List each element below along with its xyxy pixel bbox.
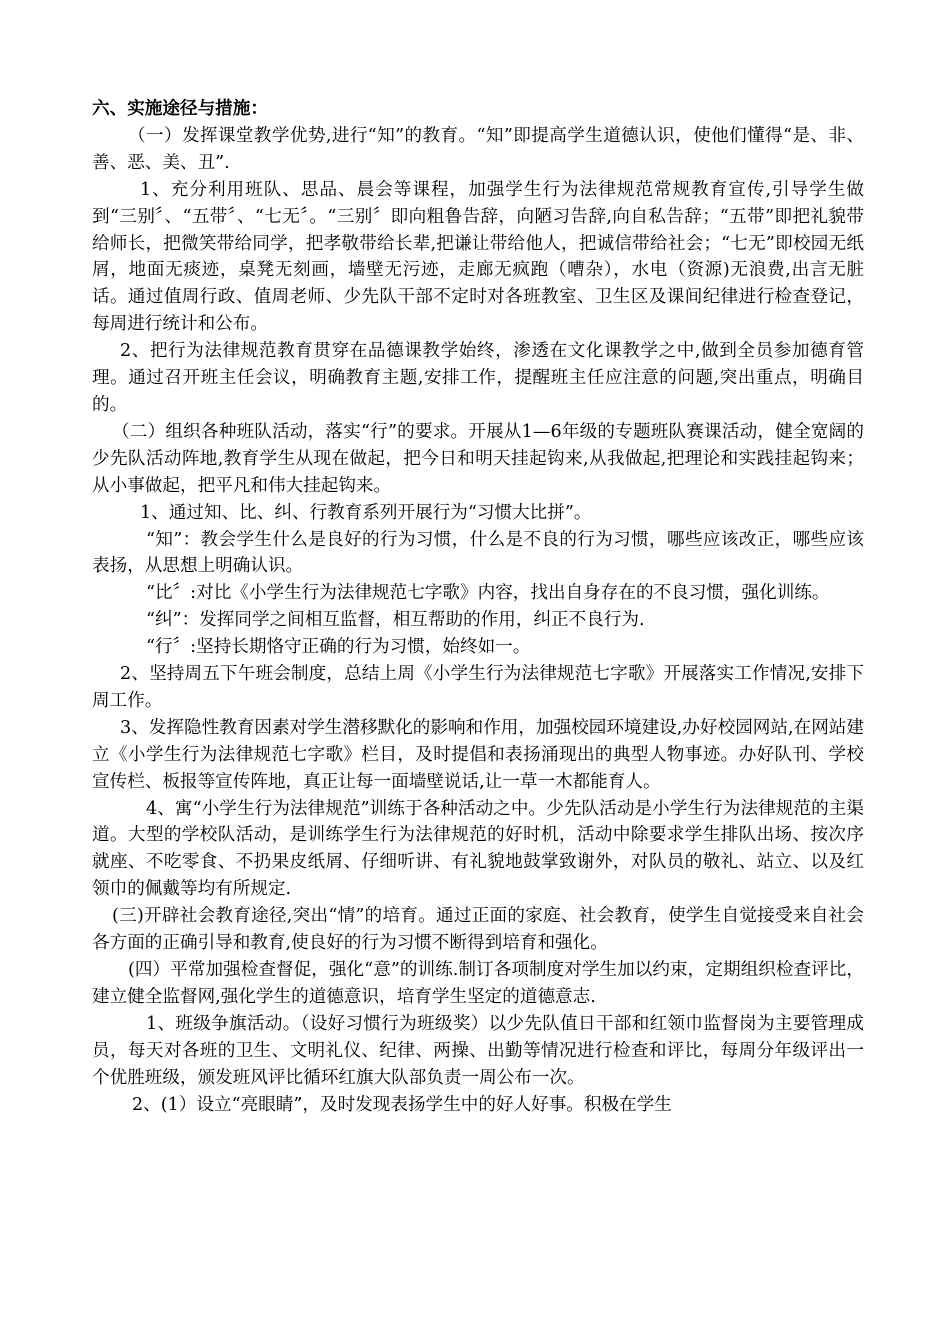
paragraph-13: (三)开辟社会教育途径,突出“情”的培育。通过正面的家庭、社会教育，使学生自觉接受来自社会各方面的正确引导和教育,使良好的行为习惯不断得到培育和强化。: [92, 906, 864, 954]
paragraph-10: 2、坚持周五下午班会制度，总结上周《小学生行为法律规范七字歌》开展落实工作情况,安排下周工作。: [92, 664, 864, 711]
paragraph-7: “比〞:对比《小学生行为法律规范七字歌》内容，找出自身存在的不良习惯，强化训练。: [146, 583, 830, 604]
paragraph-15: 1、班级争旗活动。（设好习惯行为班级奖）以少先队值日干部和红领巾监督岗为主要管理成员，每天对各班的卫生、文明礼仪、纪律、两操、出勤等情况进行检查和评比，每周分年级评出一个优胜班级，颁发班风评比循环红旗大队部负责一周公布一次。: [92, 1013, 864, 1088]
paragraph-12: 4、寓“小学生行为法律规范”训练于各种活动之中。少先队活动是小学生行为法律规范的主渠道。大型的学校队活动，是训练学生行为法律规范的好时机，活动中除要求学生排队出场、按次序就座、不吃零食、不扔果皮纸屑、仔细听讲、有礼貌地鼓掌致谢外，对队员的敬礼、站立、以及红领巾的佩戴等均有所规定.: [92, 798, 864, 900]
section-heading: 六、实施途径与措施：: [92, 99, 268, 119]
document-body: [92, 96, 864, 1118]
paragraph-3: 2、把行为法律规范教育贯穿在品德课教学始终，渗透在文化课教学之中,做到全员参加德育管理。通过召开班主任会议，明确教育主题,安排工作，提醒班主任应注意的问题,突出重点，明确目的。: [92, 341, 864, 415]
paragraph-2: 1、充分利用班队、思品、晨会等课程，加强学生行为法律规范常规教育宣传,引导学生做到“三别〞、“五带〞、“七无〞。“三别〞即向粗鲁告辞，向陋习告辞,向自私告辞；“五带”即把礼貌带给师长，把微笑带给同学，把孝敬带给长辈,把谦让带给他人，把诚信带给社会；“七无”即校园无纸屑，地面无痰迹，桌凳无刻画，墙壁无污迹，走廊无疯跑（嘈杂），水电（资源)无浪费,出言无脏话。通过值周行政、值周老师、少先队干部不定时对各班教室、卫生区及课间纪律进行检查登记，每周进行统计和公布。: [92, 179, 864, 335]
paragraph-14: (四）平常加强检查督促，强化“意”的训练.制订各项制度对学生加以约束，定期组织检查评比，建立健全监督网,强化学生的道德意识，培育学生坚定的道德意志.: [92, 960, 864, 1007]
paragraph-8: “纠”：发挥同学之间相互监督，相互帮助的作用，纠正不良行为.: [146, 610, 645, 631]
paragraph-4: （二）组织各种班队活动，落实“行”的要求。开展从1—6年级的专题班队赛课活动，健全宽阔的少先队活动阵地,教育学生从现在做起，把今日和明天挂起钩来,从我做起,把理论和实践挂起钩来；从小事做起，把平凡和伟大挂起钩来。: [92, 421, 864, 496]
paragraph-5: 1、通过知、比、纠、行教育系列开展行为“习惯大比拼”。: [140, 502, 592, 523]
paragraph-9: “行〞:坚持长期恪守正确的行为习惯，始终如一。: [146, 637, 531, 658]
paragraph-6: “知”：教会学生什么是良好的行为习惯，什么是不良的行为习惯，哪些应该改正，哪些应该表扬，从思想上明确认识。: [92, 529, 864, 577]
paragraph-11: 3、发挥隐性教育因素对学生潜移默化的影响和作用，加强校园环境建设,办好校园网站,在网站建立《小学生行为法律规范七字歌》栏目，及时提倡和表扬涌现出的典型人物事迹。办好队刊、学校宣传栏、板报等宣传阵地，真正让每一面墙壁说话,让一草一木都能育人。: [92, 717, 864, 792]
paragraph-1: （一）发挥课堂教学优势,进行“知”的教育。“知”即提高学生道德认识，使他们懂得“是、非、善、恶、美、丑”.: [92, 125, 864, 173]
paragraph-16: 2、(1）设立“亮眼睛”，及时发现表扬学生中的好人好事。积极在学生: [132, 1094, 672, 1115]
